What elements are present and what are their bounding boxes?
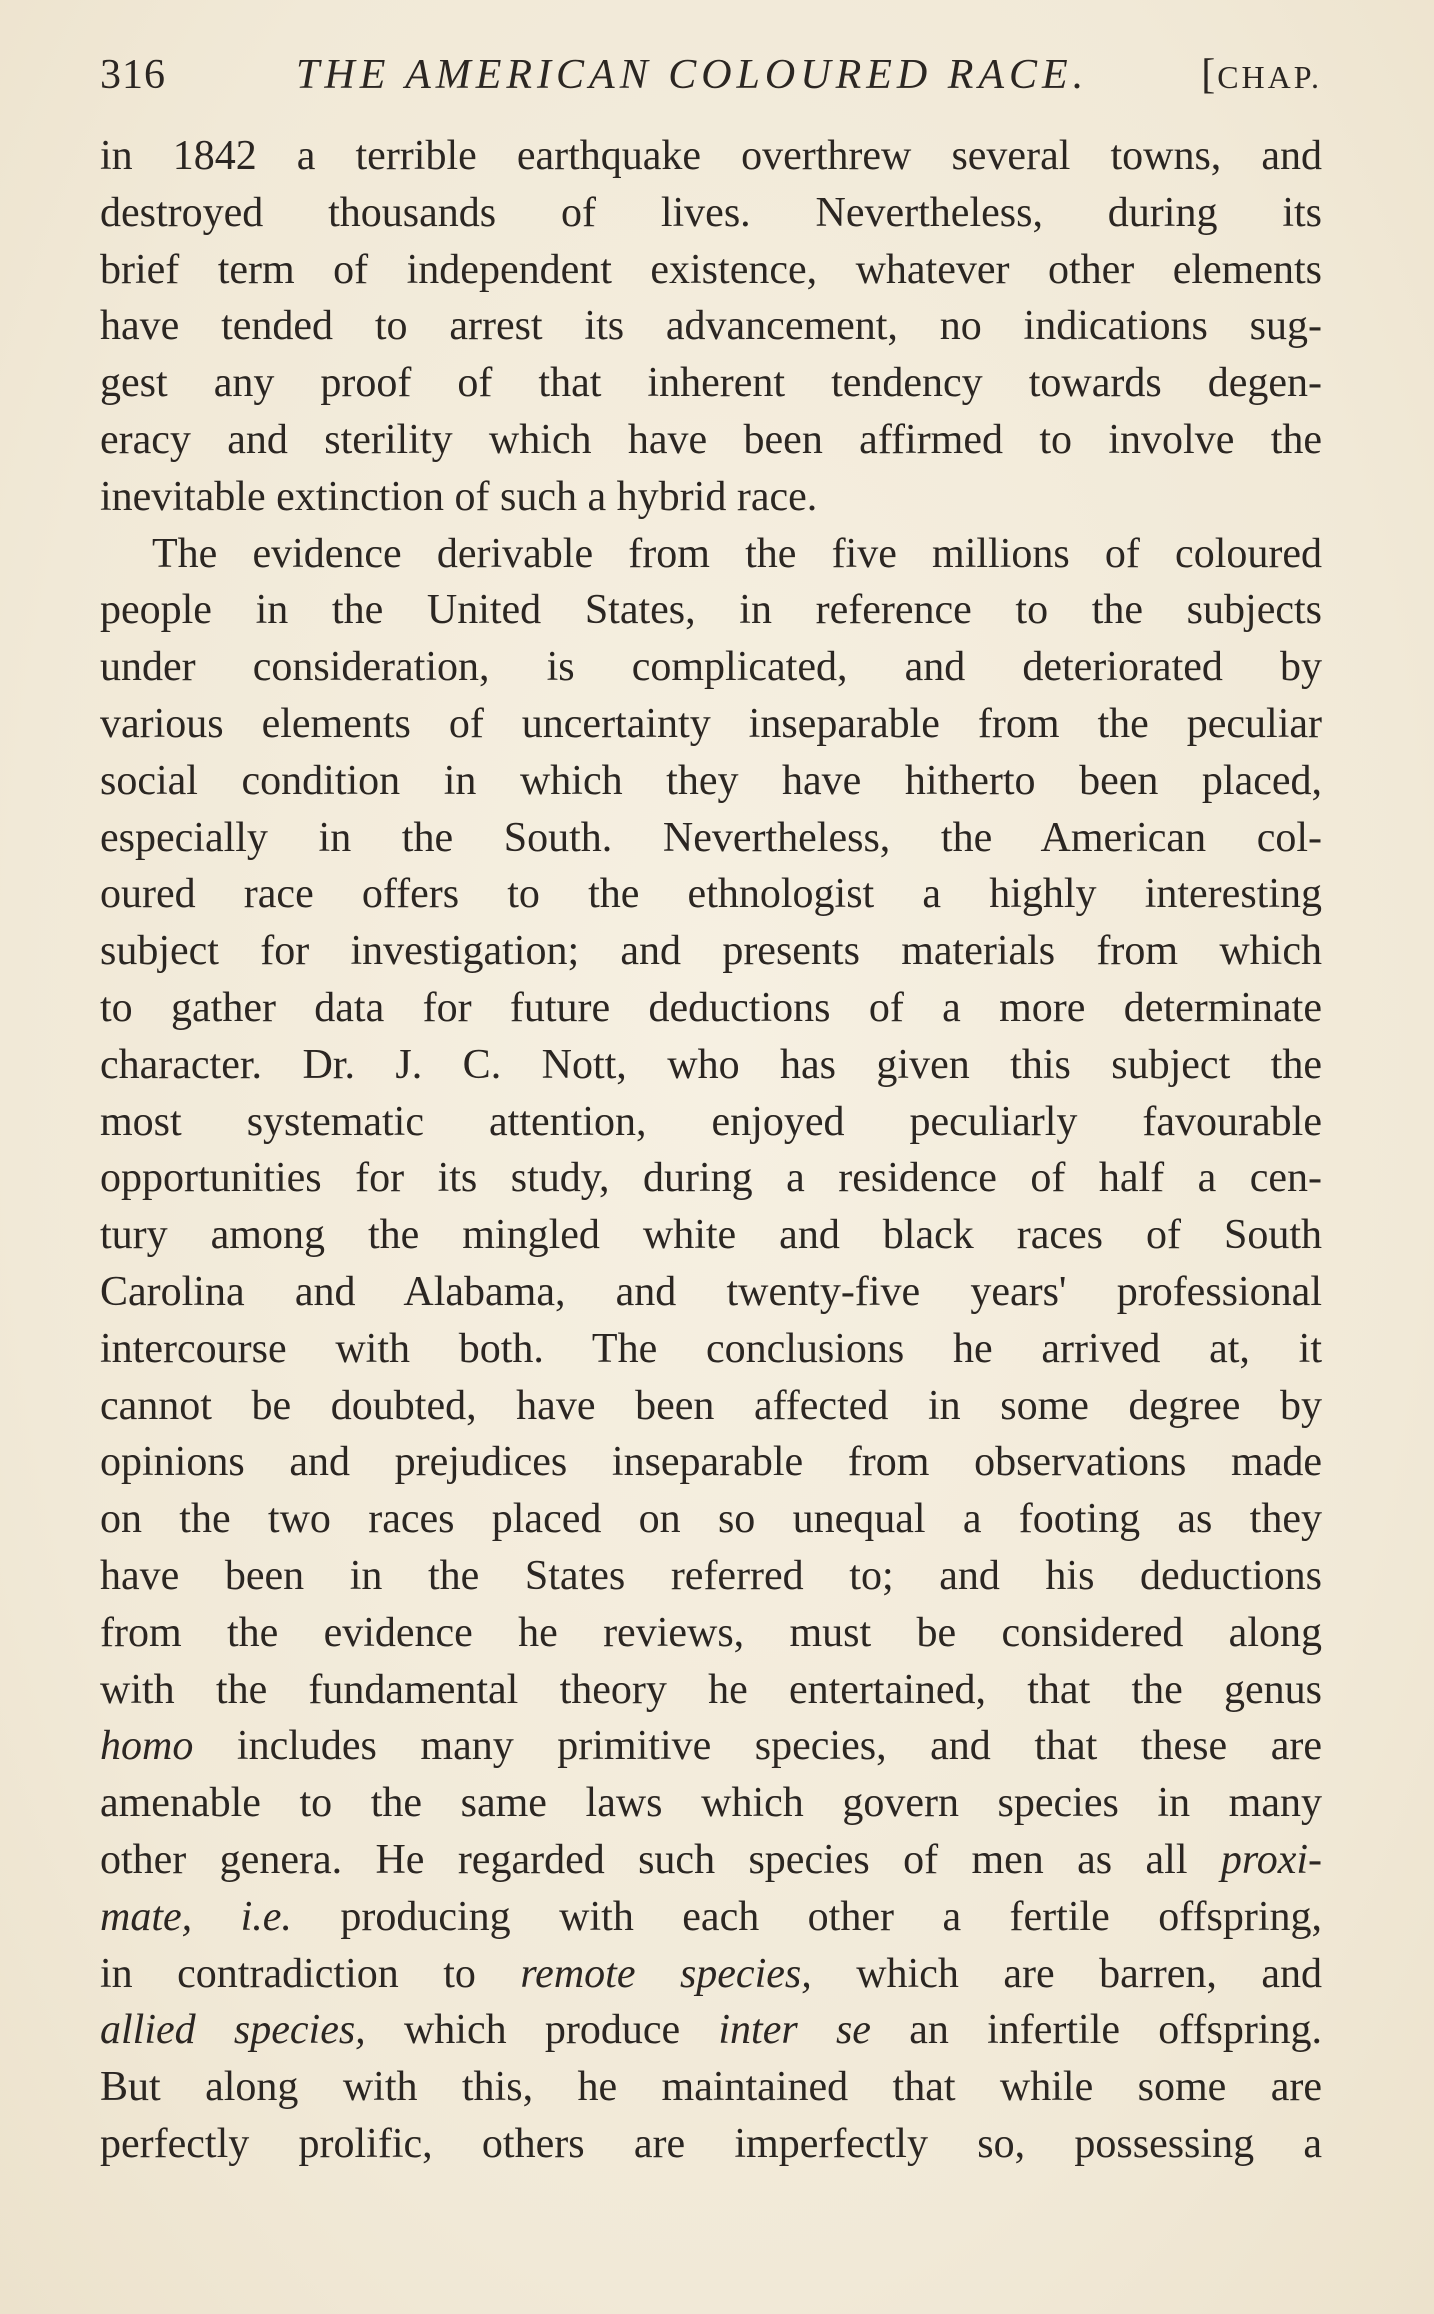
text-line: on the two races placed on so unequal a footing as they — [100, 1496, 1322, 1543]
italic-segment: homo — [100, 1723, 194, 1770]
text-line: cannot be doubted, have been affected in some degree by — [100, 1382, 1322, 1429]
text-line-with-italic — [100, 1832, 1322, 1889]
italic-segment: inter se — [718, 2007, 871, 2054]
text-line: opportunities for its study, during a residence of half a cen- — [100, 1155, 1322, 1202]
text-line: with the fundamental theory he entertained, that the genus — [100, 1666, 1322, 1713]
text-segment: which produce — [365, 2007, 719, 2054]
text-line: most systematic attention, enjoyed peculiarly favourable — [100, 1098, 1322, 1145]
text-segment: in contradiction to — [100, 1950, 521, 1997]
text-line: character. Dr. J. C. Nott, who has given this subject the — [100, 1041, 1322, 1088]
text-line: have tended to arrest its advancement, no indications sug- — [100, 303, 1322, 350]
text-line: social condition in which they have hitherto been placed, — [100, 757, 1322, 804]
text-line: But along with this, he maintained that while some are — [100, 2064, 1322, 2111]
italic-segment: proxi- — [1220, 1836, 1322, 1883]
text-line: people in the United States, in reference to the subjects — [100, 587, 1322, 634]
text-line: gest any proof of that inherent tendency towards degen- — [100, 360, 1322, 407]
text-line: tury among the mingled white and black races of South — [100, 1212, 1322, 1259]
text-segment: producing with each other a fertile offspring, — [291, 1893, 1322, 1940]
text-line-with-italic — [100, 1946, 1322, 2003]
text-segment: an infertile offspring. — [870, 2007, 1323, 2054]
page-number: 316 — [100, 52, 166, 98]
text-line: under consideration, is complicated, and deteriorated by — [100, 644, 1322, 691]
text-line: amenable to the same laws which govern species in many — [100, 1780, 1322, 1827]
body-text — [100, 128, 1322, 2173]
chapter-label: CHAP. — [1217, 59, 1322, 95]
text-line: from the evidence he reviews, must be considered along — [100, 1609, 1322, 1656]
text-segment: which are barren, and — [811, 1950, 1322, 1997]
text-line: perfectly prolific, others are imperfectly so, possessing a — [100, 2120, 1322, 2167]
text-line: especially in the South. Nevertheless, the American col- — [100, 814, 1322, 861]
italic-segment: mate, i.e. — [100, 1893, 292, 1940]
text-line: brief term of independent existence, whatever other elements — [100, 246, 1322, 293]
text-line-with-italic — [100, 1718, 1322, 1775]
text-line: oured race offers to the ethnologist a highly interesting — [100, 871, 1322, 918]
text-segment: includes many primitive species, and that these are — [193, 1723, 1322, 1770]
running-title: THE AMERICAN COLOURED RACE. — [296, 52, 1089, 98]
text-line: to gather data for future deductions of a more determinate — [100, 984, 1322, 1031]
chapter-bracket: [ — [1201, 52, 1218, 98]
text-line-with-italic — [100, 2002, 1322, 2059]
text-line: various elements of uncertainty inseparable from the peculiar — [100, 700, 1322, 747]
text-line-with-italic — [100, 1889, 1322, 1946]
text-line: inevitable extinction of such a hybrid race. — [100, 473, 818, 520]
italic-segment: remote species, — [520, 1950, 812, 1997]
italic-segment: allied species, — [100, 2007, 366, 2054]
chapter-mark — [1201, 40, 1322, 112]
text-line: have been in the States referred to; and his deductions — [100, 1552, 1322, 1599]
text-segment: other genera. He regarded such species of men as all — [100, 1836, 1221, 1883]
text-line: intercourse with both. The conclusions he arrived at, it — [100, 1325, 1322, 1372]
text-line: subject for investigation; and presents materials from which — [100, 928, 1322, 975]
text-line: Carolina and Alabama, and twenty-five years' professional — [100, 1268, 1322, 1315]
running-header — [100, 40, 1322, 110]
text-line: eracy and sterility which have been affirmed to involve the — [100, 416, 1322, 463]
text-line: opinions and prejudices inseparable from observations made — [100, 1439, 1322, 1486]
text-line: destroyed thousands of lives. Nevertheless, during its — [100, 189, 1322, 236]
paragraph-first-line: The evidence derivable from the five millions of coloured — [152, 530, 1322, 577]
text-line: in 1842 a terrible earthquake overthrew several towns, and — [100, 133, 1322, 179]
